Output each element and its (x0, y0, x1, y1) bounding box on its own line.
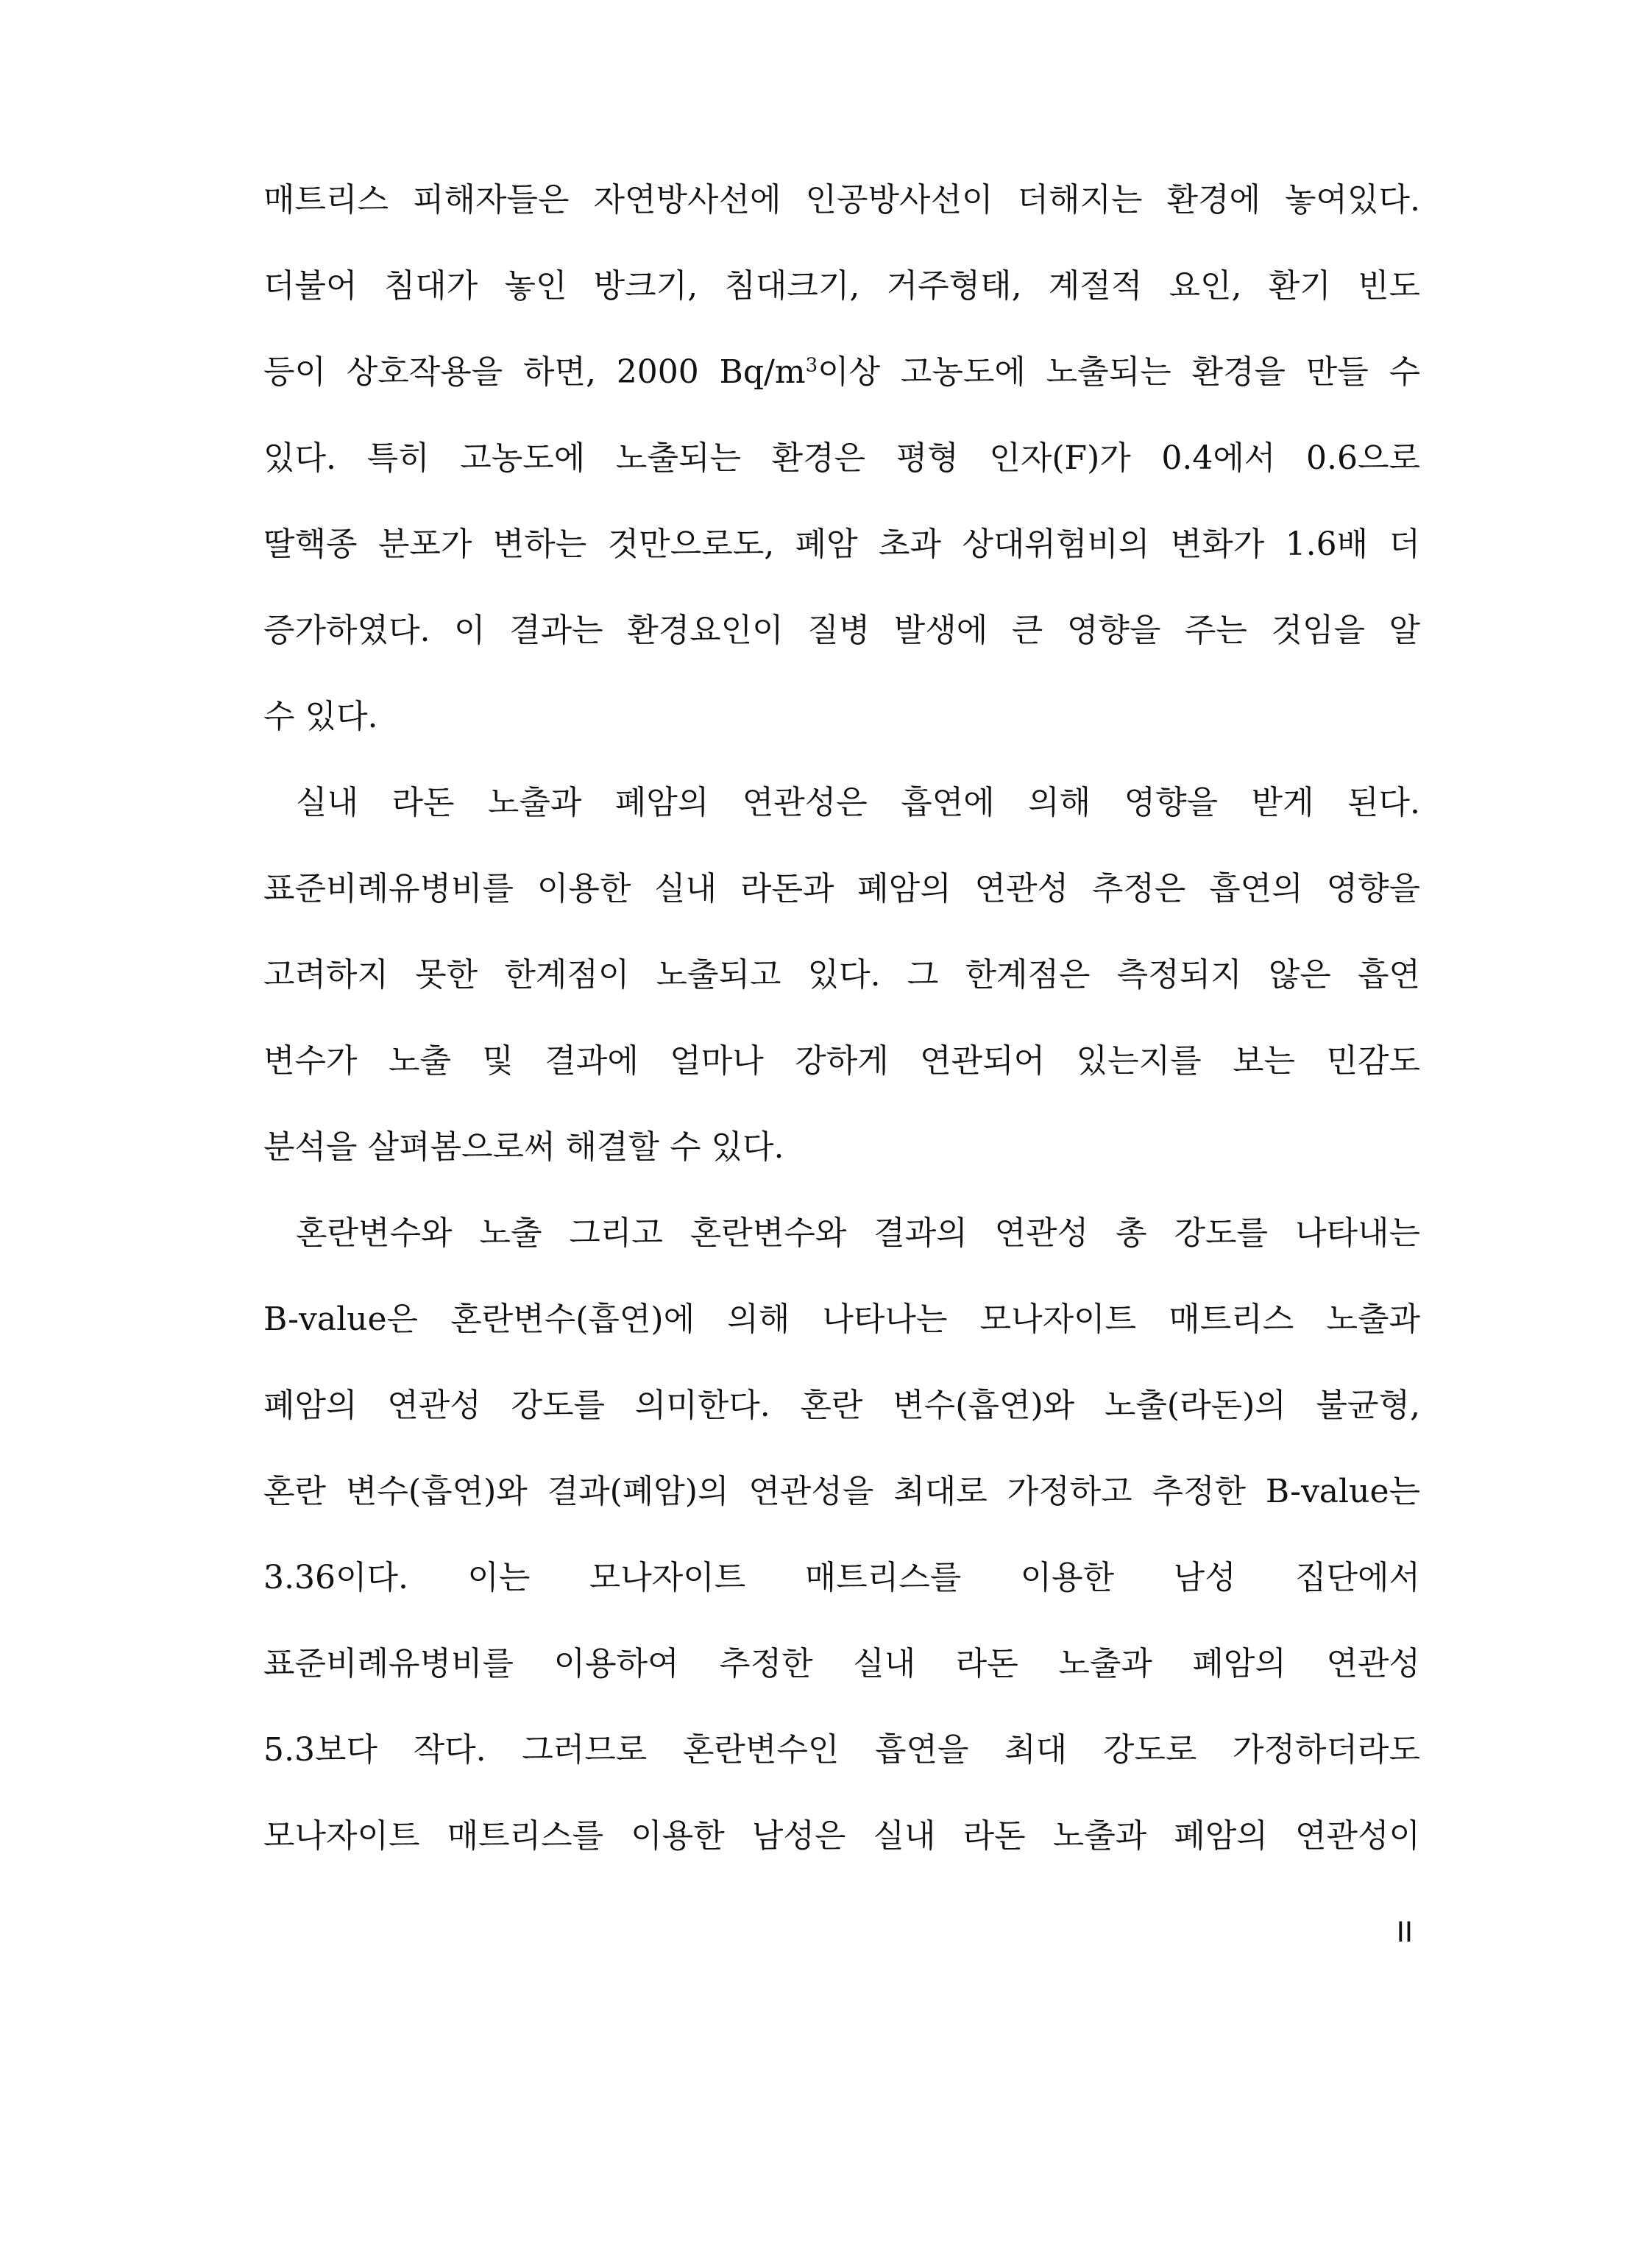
text-line: 더불어 침대가 놓인 방크기, 침대크기, 거주형태, 계절적 요인, 환기 빈도 (263, 267, 1420, 305)
text-line: 3.36이다. 이는 모나자이트 매트리스를 이용한 남성 집단에서 (263, 1559, 1420, 1596)
text-line: 혼란변수와 노출 그리고 혼란변수와 결과의 연관성 총 강도를 나타내는 (296, 1214, 1420, 1252)
text-line: 모나자이트 매트리스를 이용한 남성은 실내 라돈 노출과 폐암의 연관성이 (263, 1817, 1420, 1855)
body-text (263, 163, 1420, 1886)
text-line: 폐암의 연관성 강도를 의미한다. 혼란 변수(흡연)와 노출(라돈)의 불균형, (263, 1387, 1420, 1424)
text-segment: 등이 상호작용을 하면, 2000 Bq/m (263, 353, 806, 391)
text-segment: 이상 고농도에 노출되는 환경을 만들 수 (818, 353, 1420, 391)
text-line: 분석을 살펴봄으로써 해결할 수 있다. (263, 1128, 784, 1166)
text-line-with-superscript (263, 336, 1420, 422)
page-number: II (1396, 1916, 1413, 1948)
text-line: 고려하지 못한 한계점이 노출되고 있다. 그 한계점은 측정되지 않은 흡연 (263, 956, 1420, 994)
text-line: 표준비례유병비를 이용하여 추정한 실내 라돈 노출과 폐암의 연관성 (263, 1645, 1420, 1683)
superscript: 3 (805, 354, 818, 377)
text-line: 표준비례유병비를 이용한 실내 라돈과 폐암의 연관성 추정은 흡연의 영향을 (263, 870, 1420, 907)
text-line: 실내 라돈 노출과 폐암의 연관성은 흡연에 의해 영향을 받게 된다. (296, 784, 1420, 821)
text-line: 5.3보다 작다. 그러므로 혼란변수인 흡연을 최대 강도로 가정하더라도 (263, 1731, 1420, 1769)
text-line: 수 있다. (263, 698, 378, 735)
text-line: 변수가 노출 및 결과에 얼마나 강하게 연관되어 있는지를 보는 민감도 (263, 1042, 1420, 1080)
text-line: B-value은 혼란변수(흡연)에 의해 나타나는 모나자이트 매트리스 노출과 (263, 1301, 1420, 1338)
text-line: 있다. 특히 고농도에 노출되는 환경은 평형 인자(F)가 0.4에서 0.6으로 (263, 439, 1420, 477)
text-line: 매트리스 피해자들은 자연방사선에 인공방사선이 더해지는 환경에 놓여있다. (263, 181, 1420, 219)
text-line: 딸핵종 분포가 변하는 것만으로도, 폐암 초과 상대위험비의 변화가 1.6배 더 (263, 526, 1420, 563)
text-line: 증가하였다. 이 결과는 환경요인이 질병 발생에 큰 영향을 주는 것임을 알 (263, 612, 1420, 649)
text-line: 혼란 변수(흡연)와 결과(폐암)의 연관성을 최대로 가정하고 추정한 B-value는 (263, 1473, 1420, 1510)
